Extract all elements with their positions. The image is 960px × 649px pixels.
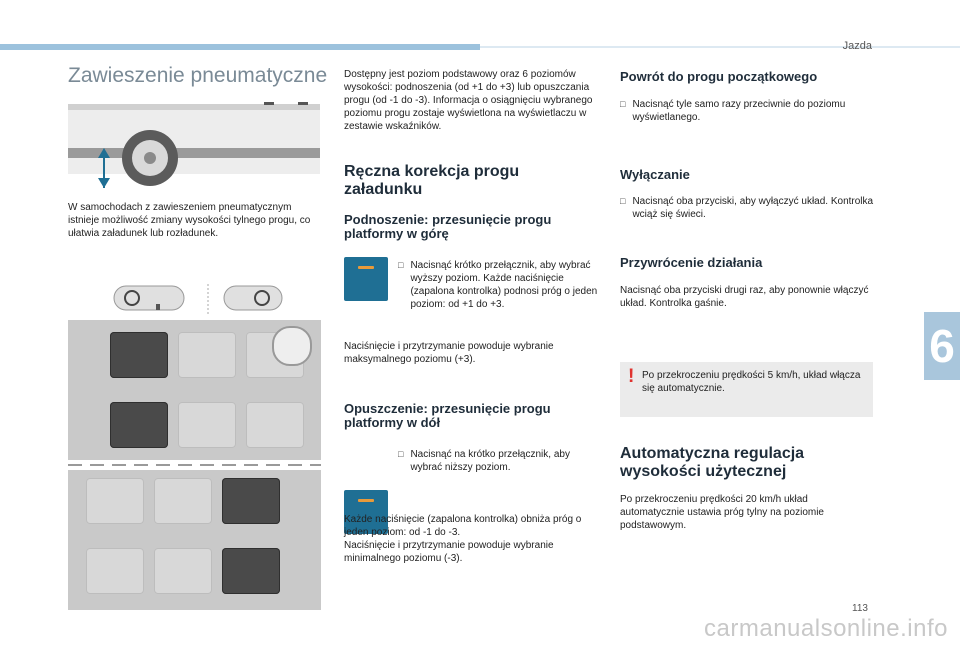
levels-intro: Dostępny jest poziom podstawowy oraz 6 poziomów wysokości: podnoszenia (od +1 do +3) lub opuszczania progu (od -1 do -3). Informacja o osiągnięciu wybranego poziomu progu zostaje wyświetlona na wyświetlaczu w zestawie wskaźników. — [344, 69, 593, 132]
raise-switch-tile[interactable] — [222, 478, 280, 524]
steering-wheel-icon — [272, 326, 312, 366]
bullet-icon: □ — [620, 196, 626, 206]
auto-text: Po przekroczeniu prędkości 20 km/h układ automatycznie ustawia próg tylny na poziomie podstawowym. — [620, 494, 824, 531]
van-illustration — [68, 96, 320, 192]
lower-bullet: □ Nacisnąć na krótko przełącznik, aby wybrać niższy poziom. — [398, 449, 570, 473]
page-title: Zawieszenie pneumatyczne — [68, 64, 328, 87]
raise-switch-tile[interactable] — [110, 332, 168, 378]
page-number: 113 — [852, 603, 868, 614]
dashboard-panel-upper — [68, 320, 321, 460]
header-accent-bar — [0, 44, 480, 50]
section-label: Jazda — [842, 40, 872, 52]
panel-tile — [178, 332, 236, 378]
lower-text: Każde naciśnięcie (zapalona kontrolka) obniża próg o jeden poziom: od -1 do -3. Naciśnięcie i przytrzymanie powoduje wybranie minimalnego poziomu (-3). — [344, 514, 582, 564]
panel-tile — [154, 478, 212, 524]
panel-tile — [246, 402, 304, 448]
intro-text: W samochodach z zawieszeniem pneumatycznym istnieje możliwość zmiany wysokości tylnego progu, co ułatwia załadunek lub rozładunek. — [68, 202, 311, 239]
heading-lower: Opuszczenie: przesunięcie progu platformy w dół — [344, 401, 551, 430]
header-rule — [480, 46, 960, 48]
restore-text: Nacisnąć oba przyciski drugi raz, aby ponownie włączyć układ. Kontrolka gaśnie. — [620, 285, 869, 309]
off-bullet: □ Nacisnąć oba przyciski, aby wyłączyć układ. Kontrolka wciąż się świeci. — [620, 196, 874, 220]
raise-bullet: □ Nacisnąć krótko przełącznik, aby wybrać wyższy poziom. Każde naciśnięcie (zapalona kontrolka) podnosi próg o jeden poziom: od +1 do +3. — [398, 260, 598, 310]
heading-manual-correction: Ręczna korekcja progu załadunku — [344, 163, 520, 198]
lower-switch-tile[interactable] — [110, 402, 168, 448]
heading-auto: Automatyczna regulacja wysokości użytecznej — [620, 445, 805, 480]
switch-legend — [112, 284, 284, 314]
return-bullet: □ Nacisnąć tyle samo razy przeciwnie do poziomu wyświetlanego. — [620, 99, 846, 123]
raise-hold-text: Naciśnięcie i przytrzymanie powoduje wybranie maksymalnego poziomu (+3). — [344, 341, 554, 365]
warning-box — [620, 362, 873, 417]
panel-tile — [86, 478, 144, 524]
raise-button-icon — [344, 257, 388, 301]
warning-text: Po przekroczeniu prędkości 5 km/h, układ włącza się automatycznie. — [642, 370, 861, 394]
heading-off: Wyłączanie — [620, 167, 690, 182]
heading-restore: Przywrócenie działania — [620, 255, 763, 270]
bullet-icon: □ — [398, 260, 404, 270]
watermark: carmanualsonline.info — [704, 615, 948, 642]
lower-switch-tile[interactable] — [222, 548, 280, 594]
heading-raise: Podnoszenie: przesunięcie progu platformy w górę — [344, 212, 552, 241]
heading-return: Powrót do progu początkowego — [620, 69, 818, 84]
divider — [68, 464, 321, 466]
warning-icon: ! — [628, 366, 635, 387]
panel-tile — [178, 402, 236, 448]
bullet-icon: □ — [620, 99, 626, 109]
dashboard-panel-lower — [68, 470, 321, 610]
panel-tile — [86, 548, 144, 594]
panel-tile — [154, 548, 212, 594]
chapter-tab: 6 — [924, 312, 960, 380]
bullet-icon: □ — [398, 449, 404, 459]
